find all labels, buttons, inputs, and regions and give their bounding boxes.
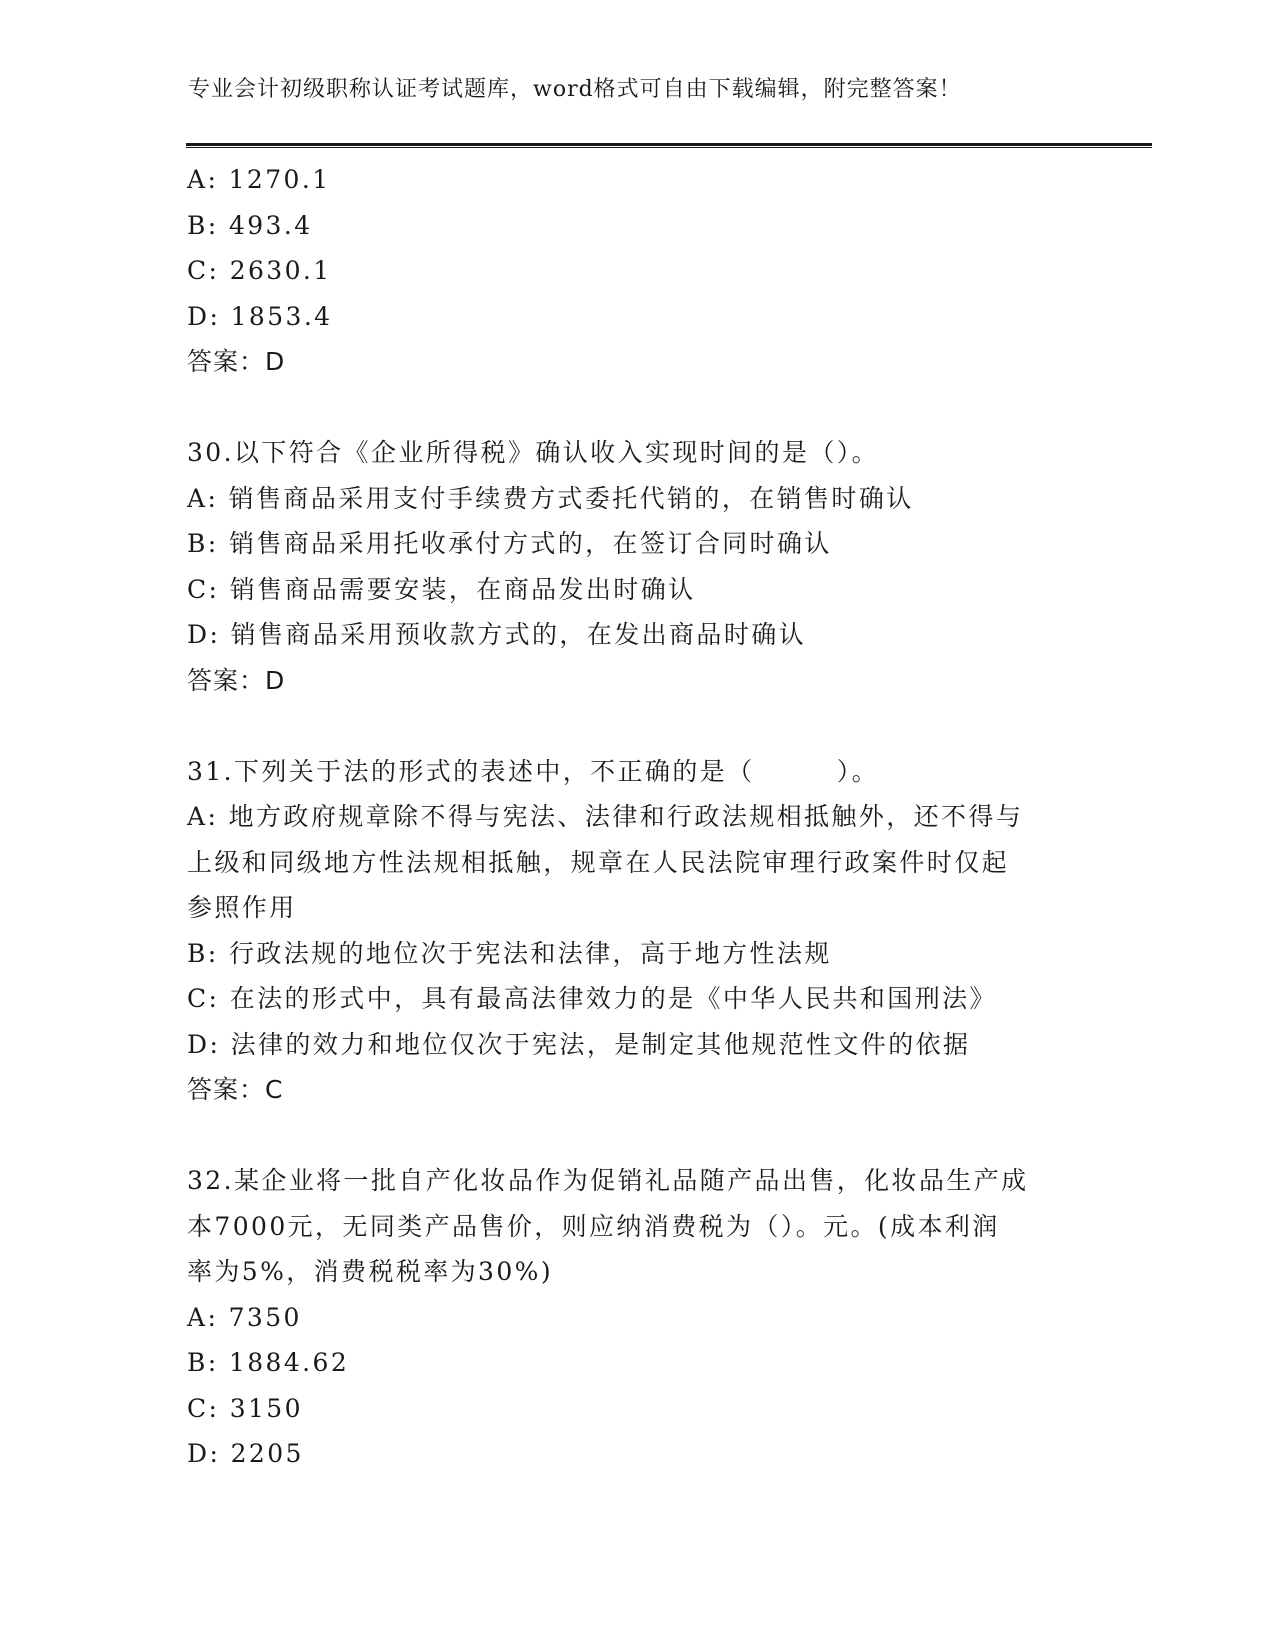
- option-d: D: 法律的效力和地位仅次于宪法，是制定其他规范性文件的依据: [187, 1029, 971, 1059]
- spacer: [187, 703, 1087, 749]
- option-d: D: 销售商品采用预收款方式的，在发出商品时确认: [187, 620, 807, 649]
- question-32: [187, 1158, 1087, 1477]
- option-c: C: 在法的形式中，具有最高法律效力的是《中华人民共和国刑法》: [187, 984, 997, 1013]
- option-b: B: 行政法规的地位次于宪法和法律，高于地方性法规: [187, 938, 832, 968]
- option-c: C: 3150: [187, 1393, 303, 1423]
- answer: 答案：C: [187, 1075, 284, 1104]
- question-31: [187, 749, 1087, 1113]
- question-29: [187, 157, 1087, 385]
- option-a-line-2: 上级和同级地方性法规相抵触，规章在人民法院审理行政案件时仅起: [187, 847, 1010, 877]
- option-d: D: 1853.4: [187, 301, 333, 331]
- spacer: [187, 1113, 1087, 1159]
- option-a-line-3: 参照作用: [187, 893, 297, 922]
- answer: 答案：D: [187, 347, 286, 376]
- question-text-line-2: 本7000元，无同类产品售价，则应纳消费税为（）。元。(成本利润: [187, 1211, 1000, 1241]
- question-text: 30.以下符合《企业所得税》确认收入实现时间的是（）。: [187, 438, 880, 467]
- option-c: C: 2630.1: [187, 256, 332, 285]
- option-d: D: 2205: [187, 1439, 304, 1468]
- spacer: [187, 385, 1087, 431]
- option-b: B: 493.4: [187, 210, 313, 240]
- answer: 答案：D: [187, 665, 286, 695]
- option-a: A: 销售商品采用支付手续费方式委托代销的，在销售时确认: [187, 483, 914, 513]
- option-b: B: 1884.62: [187, 1348, 350, 1377]
- question-30: [187, 430, 1087, 703]
- option-c: C: 销售商品需要安装，在商品发出时确认: [187, 574, 696, 604]
- question-text: 31.下列关于法的形式的表述中，不正确的是（ ）。: [187, 756, 880, 786]
- option-a-line-1: A: 地方政府规章除不得与宪法、法律和行政法规相抵触外，还不得与: [187, 802, 1024, 831]
- question-text-line-1: 32.某企业将一批自产化妆品作为促销礼品随产品出售，化妆品生产成: [187, 1166, 1029, 1195]
- page-header: 专业会计初级职称认证考试题库，word格式可自由下载编辑，附完整答案！: [188, 77, 962, 102]
- document-body: [187, 157, 1087, 1477]
- option-a: A: 7350: [187, 1302, 302, 1332]
- option-b: B: 销售商品采用托收承付方式的，在签订合同时确认: [187, 529, 832, 558]
- question-text-line-3: 率为5%，消费税税率为30%): [187, 1257, 553, 1286]
- header-rule: [186, 143, 1152, 148]
- option-a: A: 1270.1: [187, 165, 331, 194]
